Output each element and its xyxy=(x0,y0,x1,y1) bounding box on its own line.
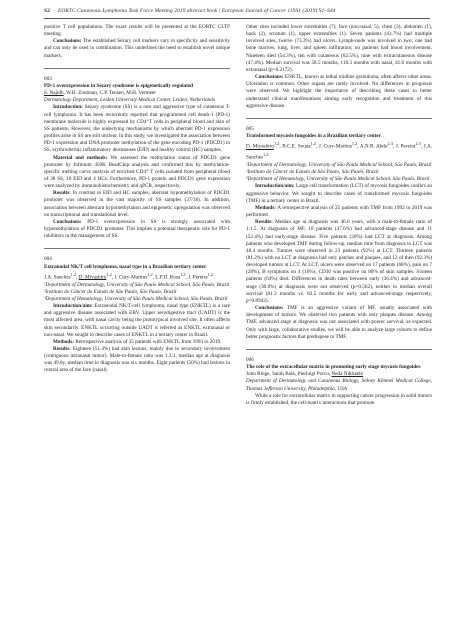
abstract-title: PD-1 overexpression in Sézary syndrome is epigenetically regulated xyxy=(44,82,194,89)
conclusions-paragraph: Conclusions: TMF is an aggressive variant of MF, usually associated with development of tumors. We observed two patients with only plaques disease. Among TMF, advanced stage at diagnosis was not associated with poorer survival, as expected. Only with large, collaborative studies, we will be able to analyze large cohorts to define better prognostic factors that predispose to TMF. xyxy=(246,305,432,340)
abstract-title: Transformed mycosis fungoides in a Brazilian tertiary center xyxy=(246,133,381,140)
abstract-number: 003 xyxy=(44,75,52,82)
abstract-005 xyxy=(246,126,432,341)
presenting-author: D. Miyashiro xyxy=(78,274,107,281)
body-paragraph: While a role for extracellular matrix in supporting cancer progression in solid tumors is firmly established, the cell-matrix interactions that promote xyxy=(246,392,432,406)
header-rule xyxy=(44,18,430,19)
abstract-006 xyxy=(246,357,432,407)
author-list: S. Najidh, W.H. Zoutman, C.P. Tensen, M.H. Vermeer xyxy=(44,90,156,97)
right-column xyxy=(246,24,432,407)
introduction-paragraph: Introduction/aim: Large cell transformation (LCT) of mycosis fungoides confers an aggressive behavior. We sought to describe cases of transformed mycosis fungoides (TMF) in a tertiary center in Brazil. xyxy=(246,183,432,204)
section-divider xyxy=(246,349,432,350)
abstract-title: The role of the extracellular matrix in promoting early stage mycosis fungoides xyxy=(246,364,421,371)
abstract-003 xyxy=(44,76,230,241)
section-divider xyxy=(246,118,432,119)
introduction-paragraph: Introduction: Sézary syndrome (SS) is a rare and aggressive type of cutaneous T-cell lymphoma. It has been recurrently reported that programmed cell death-1 (PD-1) membrane molecule is highly expressed by CD4⁺T cells in peripheral blood and skin of SS patients. However, the underlying mechanisms by which aberrant PD-1 expression profiles arise in SS are still unclear. In this study, we investigated the association between PD-1 expression and DNA promoter methylation of the gene encoding PD-1 (PDCD1) in SS, erythrodermic inflammatory dermatoses (EID) and healthy control (HC) samples. xyxy=(44,104,230,154)
carry-over-paragraph: positive T cell populations. The exact results will be presented at the EORTC CLTF meeting. xyxy=(44,24,230,38)
results-paragraph: Results: Eighteen (51.4%) had skin lesions, mainly due to secondary involvement (contiguous intranasal tumor). Male-to-female ratio was 1.3:1, median age at diagnosis was 49.8y, median time to diagnosis was six months. Eight patients (50%) had lesions in central area of the face (nasal). xyxy=(44,345,230,374)
abstract-title: Extranodal NK/T cell lymphoma, nasal type in a Brazilian tertiary center xyxy=(44,263,207,270)
methods-paragraph: Methods: A retrospective analysis of 25 patients with TMF from 1992 to 2019 was performed. xyxy=(246,204,432,219)
abstract-number: 005 xyxy=(246,125,254,132)
affiliation-3: ³Department of Hematology, University of São Paulo Medical School, São Paulo, Brazil xyxy=(246,176,430,183)
carry-over-conclusions: Conclusions: ENKTL, known as lethal midline granuloma, often affects other areas. Ulceration is common. Other organs are rarely involved. No differences in prognosis were observed. We highlight the importance of describing these cases to better understand clinical manifestations aiming early recognition and treatment of this aggressive disease. xyxy=(246,74,432,109)
abstract-004 xyxy=(44,256,230,374)
running-header xyxy=(44,8,430,14)
methods-paragraph: Methods: Retrospective analysis of 35 patients with ENKTL from 1993 to 2019. xyxy=(53,338,222,345)
section-divider xyxy=(44,68,230,69)
results-paragraph: Results: Median age at diagnosis was 46.0 years, with a male-to-female ratio of 1:1.5. At diagnosis of MF, 10 patients (47.6%) had advanced-stage disease and 11 (52.4%) had early-stage disease. Five patients (20%) had LCT at diagnosis. Among patients who developed TMF during follow-up, median time from diagnosis to LCT was 48.4 months. Tumors were observed in 23 patients (92%) at LCT. Thirteen patients (81.2%) with no LCT at diagnosis had only patches and plaques, and 12 of then (92.3%) developed tumors at LCT. At LCT, ulcers were observed on 17 patients (68%), pain on 7 (28%), B symptoms on 4 (16%), CD30 was positive on 80% of skin samples. Sixteen patients (64%) died. Differences in death rates between early (36.4%) and advanced-stage (30.0%) at diagnosis were not observed (p=0.562), neither in median overall survival (81.3 months vs. 82.5 months for early and advanced-stage respectively, p=0.8942). xyxy=(246,219,432,304)
affiliation-1: ¹Department of Dermatology, University of São Paulo Medical School, São Paulo, Brazil xyxy=(246,161,432,168)
methods-paragraph: Material and methods: We assessed the methylation status of PDCD1 gene promoter by Infinium 450K BeadChip analysis and confirmed this by methylation-specific melting curve analysis of enriched CD4⁺ T cells isolated from peripheral blood of 38 SS, 10 EID and 4 HCs. Furthermore, PD-1 protein and PDCD1 gene expression were analyzed by immunohistochemistry and qPCR, respectively. xyxy=(44,154,231,190)
affiliation-1: ¹Department of Dermatology, University of São Paulo Medical School, São Paulo, Brazil xyxy=(44,281,230,288)
abstract-number: 006 xyxy=(246,356,254,363)
author-list: D. Miyashiro$^{1,2}$, B.C.E. Souza$^{1,2}$, J. Cury-Martins$^{1,2}$, A.N.R. Abdo$^{2,3}$, J. Pereira$^{2,3}$, J.A. Sanches$^{1,2}$ xyxy=(246,141,432,161)
presenting-author: D. Miyashiro xyxy=(246,143,274,150)
carry-over-paragraph: Other sites included lower extremities (7), face (non-nasal, 5), chest (3), abdomen (1), back (2), scrotum (1), upper extremities (1). Seven patients (43.7%) had multiple involved sites, twelve (73.3%) had ulcers. Lymph-node was involved in two; one had bone marrow, lung, liver, and spleen infiltration; no patients had blood involvement. Nineteen died (54.3%), ten with cutaneous (62.5%), nine with extracutaneous disease (47.4%). Median survival was 58.5 months, 118.3 months with nasal, 41.6 months with extranasal (p=0.2172). xyxy=(246,24,432,73)
left-column xyxy=(44,24,230,375)
conclusions-paragraph: Conclusions: PD-1 overexpression in SS is strongly associated with hypomethylation of PDCD1 promoter. This implies a potential therapeutic role for PD-1 inhibitors in the management of SS. xyxy=(44,218,230,240)
presenting-author: S. Najidh xyxy=(44,90,64,97)
affiliation-2: ²Instituto do Câncer do Estado de São Paulo, São Paulo, Brazil xyxy=(44,288,177,295)
introduction-paragraph: Introduction/aim: Extranodal NK/T-cell lymphoma, nasal type (ENKTL) is a rare and aggressive disease associated with EBV. Upper aerodigestive tract (UADT) is the most affected area, with nasal cavity being the prototypical involved site. It often affects skin secondarily. ENKTL occurring outside UADT is referred as ENKTL extranasal or non-nasal. We sought to describe cases of ENKTL in a tertiary center in Brazil. xyxy=(44,303,230,338)
affiliation-3: ³Department of Hematology, University of São Paulo Medical School, São Paulo, Brazil xyxy=(44,295,228,302)
abstract-number: 004 xyxy=(44,256,52,263)
presenting-author: Neda Nikbakht xyxy=(331,371,364,378)
section-divider xyxy=(44,248,230,249)
affiliation-2: ²Instituto do Câncer do Estado de São Paulo, São Paulo, Brazil xyxy=(246,169,379,176)
page-number: S2 xyxy=(44,8,50,14)
author-list: J.A. Sanches$^{1,2}$, D. Miyashiro$^{1,2}$, J. Cury-Martins$^{1,2}$, L.F.D. Rosa$^{1,3}$, J. Pereira$^{1,2}$ xyxy=(44,271,213,281)
affiliation: Dermatology Department, Leiden University Medical Center, Leiden, Netherlands xyxy=(44,97,215,104)
author-list: John Ringe, Sarah Baik, Pierluigi Porcu, Neda Nikbakht xyxy=(246,371,364,378)
affiliation: Department of Dermatology and Cutaneous Biology, Sidney Kimmel Medical College, Thomas Jefferson University, Philadelphia, USA xyxy=(246,378,432,392)
journal-line: EORTC Cutaneous Lymphoma Task Force Meeting 2019 abstract book | European Journal of Cancer 119S1 (2019) S1–S44 xyxy=(57,8,336,14)
results-paragraph: Results: In contrast to EID and HC samples, aberrant hypomethylation of PDCD1 promoter was observed in the vast majority of SS samples (37/38). In addition, association between aberrant hypomethylation and epigenetic upregulation was observed on transcriptional and translational level. xyxy=(44,190,230,218)
carry-over-conclusions: Conclusions: The established Sézary cell markers vary in specificity and sensitivity and can only be used in combination. This underlines the need to establish novel unique markers. xyxy=(44,38,230,59)
